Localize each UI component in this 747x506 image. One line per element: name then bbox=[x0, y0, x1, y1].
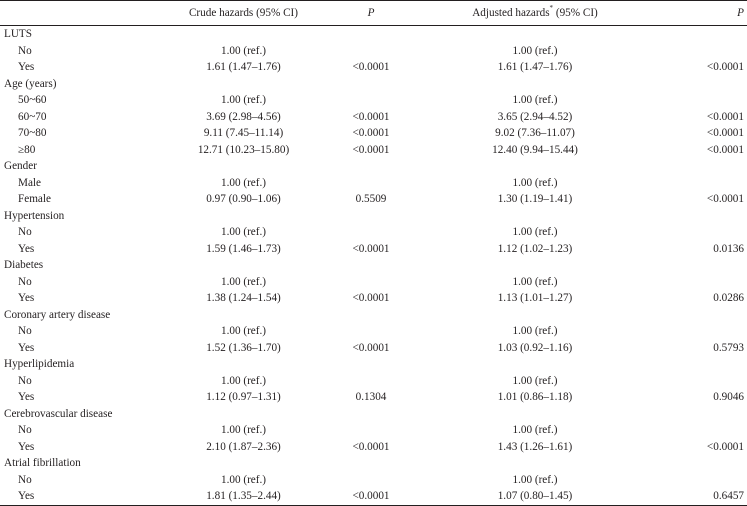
crude-hazard-cell: 12.71 (10.23–15.80) bbox=[197, 143, 290, 156]
empty-cell bbox=[415, 257, 655, 274]
header-p-crude: P bbox=[327, 1, 415, 26]
p-value-adjusted-cell bbox=[655, 224, 747, 241]
group-header-row bbox=[0, 26, 747, 43]
group-title: Cerebrovascular disease bbox=[4, 407, 113, 420]
crude-hazard-cell: 1.61 (1.47–1.76) bbox=[206, 61, 281, 73]
row-label: Yes bbox=[0, 488, 160, 505]
crude-hazard-cell: 3.69 (2.98–4.56) bbox=[206, 110, 281, 123]
crude-hazard-cell: 1.00 (ref.) bbox=[220, 94, 267, 106]
header-adjusted-hazards bbox=[415, 1, 655, 26]
row-label: Male bbox=[18, 176, 41, 189]
adjusted-hazard-cell: 1.00 (ref.) bbox=[512, 374, 558, 387]
p-value-adjusted-cell: <0.0001 bbox=[706, 143, 744, 156]
crude-hazard-cell: 1.00 (ref.) bbox=[220, 374, 267, 387]
adjusted-hazard-cell: 1.03 (0.92–1.16) bbox=[497, 341, 573, 354]
empty-cell bbox=[415, 455, 655, 472]
p-value-adjusted-cell bbox=[655, 92, 747, 109]
empty-cell bbox=[160, 208, 327, 225]
header-variable bbox=[0, 1, 160, 26]
p-value-crude-cell: 0.5509 bbox=[355, 193, 387, 205]
table-row bbox=[0, 191, 747, 208]
empty-cell bbox=[655, 76, 747, 93]
table-row bbox=[0, 92, 747, 109]
adjusted-hazard-cell: 1.00 (ref.) bbox=[512, 94, 558, 106]
p-value-adjusted-cell bbox=[655, 373, 747, 390]
empty-cell bbox=[655, 208, 747, 225]
crude-hazard-cell: 1.00 (ref.) bbox=[220, 226, 267, 238]
p-value-crude-cell bbox=[327, 472, 415, 489]
table-row bbox=[0, 323, 747, 340]
p-value-crude-cell: 0.1304 bbox=[355, 391, 387, 403]
table-row bbox=[0, 142, 747, 159]
empty-cell bbox=[655, 307, 747, 324]
row-label: Female bbox=[18, 193, 51, 205]
row-label: Yes bbox=[18, 242, 35, 255]
crude-hazard-cell: 1.59 (1.46–1.73) bbox=[206, 242, 281, 255]
group-header-row bbox=[0, 406, 747, 423]
crude-hazard-cell: 1.81 (1.35–2.44) bbox=[160, 488, 327, 505]
crude-hazard-cell: 1.00 (ref.) bbox=[220, 424, 267, 436]
empty-cell bbox=[415, 26, 655, 43]
empty-cell bbox=[415, 406, 655, 423]
p-value-adjusted-cell: 0.9046 bbox=[713, 391, 744, 403]
p-value-adjusted-cell bbox=[655, 323, 747, 340]
p-value-crude-cell bbox=[327, 373, 415, 390]
p-value-adjusted-cell: 0.5793 bbox=[713, 341, 744, 354]
group-header-row bbox=[0, 158, 747, 175]
empty-cell bbox=[655, 257, 747, 274]
table-row bbox=[0, 389, 747, 406]
adjusted-hazard-cell: 1.00 (ref.) bbox=[512, 176, 558, 189]
table-row bbox=[0, 175, 747, 192]
group-title: LUTS bbox=[4, 28, 32, 40]
adjusted-hazard-cell: 1.30 (1.19–1.41) bbox=[497, 193, 573, 205]
empty-cell bbox=[327, 356, 415, 373]
row-label: No bbox=[18, 325, 32, 337]
p-value-crude-cell bbox=[327, 422, 415, 439]
empty-cell bbox=[160, 26, 327, 43]
empty-cell bbox=[415, 307, 655, 324]
empty-cell bbox=[327, 257, 415, 274]
p-value-crude-cell: <0.0001 bbox=[352, 127, 390, 139]
crude-hazard-cell: 1.38 (1.24–1.54) bbox=[206, 292, 281, 304]
crude-hazard-cell: 9.11 (7.45–11.14) bbox=[203, 127, 284, 139]
p-value-adjusted-cell bbox=[655, 43, 747, 60]
empty-cell bbox=[655, 356, 747, 373]
empty-cell bbox=[327, 455, 415, 472]
group-header-row bbox=[0, 257, 747, 274]
crude-hazard-cell: 1.00 (ref.) bbox=[220, 325, 267, 337]
table-row bbox=[0, 43, 747, 60]
table-row bbox=[0, 274, 747, 291]
empty-cell bbox=[160, 158, 327, 175]
header-crude-hazards: Crude hazards (95% CI) bbox=[160, 1, 327, 26]
row-label: No bbox=[18, 275, 32, 288]
table-row bbox=[0, 241, 747, 258]
p-value-crude-cell: <0.0001 bbox=[352, 143, 390, 156]
adjusted-hazard-cell: 1.00 (ref.) bbox=[512, 275, 558, 288]
adjusted-hazard-cell: 1.00 (ref.) bbox=[512, 44, 558, 57]
empty-cell bbox=[160, 307, 327, 324]
group-title: Age (years) bbox=[4, 77, 57, 90]
adjusted-hazard-cell: 1.07 (0.80–1.45) bbox=[415, 488, 655, 505]
table-row bbox=[0, 422, 747, 439]
p-value-crude-cell: <0.0001 bbox=[352, 242, 390, 255]
p-value-adjusted-cell bbox=[655, 422, 747, 439]
row-label: 60~70 bbox=[18, 110, 47, 123]
p-value-crude-cell: <0.0001 bbox=[352, 292, 390, 304]
p-value-adjusted-cell: 0.6457 bbox=[655, 488, 747, 505]
adjusted-hazard-cell: 1.01 (0.86–1.18) bbox=[497, 391, 573, 403]
p-value-adjusted-cell: 0.0286 bbox=[713, 292, 744, 304]
adjusted-hazard-cell: 1.00 (ref.) bbox=[512, 473, 558, 486]
table-row bbox=[0, 472, 747, 489]
adjusted-hazard-cell: 1.61 (1.47–1.76) bbox=[497, 61, 573, 73]
group-header-row bbox=[0, 208, 747, 225]
group-title: Hyperlipidemia bbox=[4, 358, 75, 370]
adjusted-hazard-cell: 3.65 (2.94–4.52) bbox=[497, 110, 573, 123]
adjusted-hazard-cell: 1.12 (1.02–1.23) bbox=[497, 242, 573, 255]
table-row bbox=[0, 59, 747, 76]
row-label: No bbox=[18, 44, 32, 57]
empty-cell bbox=[327, 208, 415, 225]
p-value-crude-cell: <0.0001 bbox=[352, 341, 390, 354]
p-value-adjusted-cell: <0.0001 bbox=[706, 193, 744, 205]
row-label: 70~80 bbox=[18, 127, 47, 139]
row-label: Yes bbox=[18, 292, 35, 304]
group-title: Atrial fibrillation bbox=[4, 457, 81, 469]
crude-hazard-cell: 1.00 (ref.) bbox=[220, 176, 267, 189]
p-value-crude-cell: <0.0001 bbox=[352, 61, 390, 73]
table-row bbox=[0, 373, 747, 390]
p-value-crude-cell bbox=[327, 175, 415, 192]
empty-cell bbox=[327, 26, 415, 43]
empty-cell bbox=[655, 455, 747, 472]
adjusted-hazard-cell: 9.02 (7.36–11.07) bbox=[495, 127, 575, 139]
group-title: Hypertension bbox=[4, 209, 65, 222]
table-row bbox=[0, 109, 747, 126]
table-row bbox=[0, 488, 747, 505]
crude-hazard-cell: 0.97 (0.90–1.06) bbox=[206, 193, 281, 205]
crude-hazard-cell: 1.12 (0.97–1.31) bbox=[206, 391, 281, 403]
p-value-adjusted-cell: <0.0001 bbox=[706, 127, 744, 139]
group-title: Diabetes bbox=[4, 259, 44, 271]
empty-cell bbox=[655, 26, 747, 43]
table-row bbox=[0, 340, 747, 357]
empty-cell bbox=[160, 406, 327, 423]
p-value-crude-cell bbox=[327, 274, 415, 291]
header-adjusted-ci: (95% CI) bbox=[555, 7, 598, 19]
empty-cell bbox=[415, 76, 655, 93]
table-body bbox=[0, 26, 747, 506]
empty-cell bbox=[415, 356, 655, 373]
table-row bbox=[0, 439, 747, 456]
empty-cell bbox=[655, 158, 747, 175]
row-label: No bbox=[18, 473, 32, 486]
empty-cell bbox=[160, 356, 327, 373]
crude-hazard-cell: 1.00 (ref.) bbox=[220, 44, 267, 57]
p-value-crude-cell bbox=[327, 323, 415, 340]
row-label: No bbox=[18, 424, 32, 436]
group-header-row bbox=[0, 455, 747, 472]
empty-cell bbox=[160, 455, 327, 472]
p-value-crude-cell: <0.0001 bbox=[327, 488, 415, 505]
empty-cell bbox=[327, 158, 415, 175]
adjusted-hazard-cell: 1.13 (1.01–1.27) bbox=[497, 292, 573, 304]
row-label: ≥80 bbox=[18, 143, 36, 156]
header-adjusted-label: Adjusted hazards bbox=[472, 7, 550, 19]
footnote-marker: * bbox=[549, 4, 554, 13]
table-header bbox=[0, 1, 747, 26]
group-header-row bbox=[0, 76, 747, 93]
adjusted-hazard-cell: 12.40 (9.94–15.44) bbox=[492, 143, 578, 156]
p-value-crude-cell bbox=[327, 224, 415, 241]
row-label: No bbox=[18, 374, 32, 387]
p-value-adjusted-cell bbox=[655, 274, 747, 291]
p-value-adjusted-cell: <0.0001 bbox=[706, 440, 744, 453]
group-header-row bbox=[0, 307, 747, 324]
row-label: Yes bbox=[18, 61, 35, 73]
p-value-crude-cell bbox=[327, 43, 415, 60]
row-label: Yes bbox=[18, 341, 35, 354]
p-value-adjusted-cell bbox=[655, 175, 747, 192]
group-title: Gender bbox=[4, 160, 37, 172]
p-value-adjusted-cell: <0.0001 bbox=[706, 110, 744, 123]
crude-hazard-cell: 1.00 (ref.) bbox=[220, 275, 267, 288]
p-value-adjusted-cell bbox=[655, 472, 747, 489]
empty-cell bbox=[160, 257, 327, 274]
group-title: Coronary artery disease bbox=[4, 308, 111, 321]
empty-cell bbox=[327, 76, 415, 93]
adjusted-hazard-cell: 1.00 (ref.) bbox=[512, 226, 558, 238]
header-p-adjusted: P bbox=[655, 1, 747, 26]
p-value-crude-cell: <0.0001 bbox=[352, 110, 390, 123]
table-row bbox=[0, 224, 747, 241]
crude-hazard-cell: 2.10 (1.87–2.36) bbox=[206, 440, 281, 453]
empty-cell bbox=[327, 307, 415, 324]
p-value-adjusted-cell: <0.0001 bbox=[706, 61, 744, 73]
row-label: Yes bbox=[18, 440, 35, 453]
table-row bbox=[0, 125, 747, 142]
crude-hazard-cell: 1.52 (1.36–1.70) bbox=[206, 341, 281, 354]
empty-cell bbox=[160, 76, 327, 93]
table-row bbox=[0, 290, 747, 307]
empty-cell bbox=[655, 406, 747, 423]
empty-cell bbox=[415, 158, 655, 175]
p-value-crude-cell: <0.0001 bbox=[352, 440, 390, 453]
adjusted-hazard-cell: 1.43 (1.26–1.61) bbox=[497, 440, 573, 453]
p-value-crude-cell bbox=[327, 92, 415, 109]
adjusted-hazard-cell: 1.00 (ref.) bbox=[512, 325, 558, 337]
p-value-adjusted-cell: 0.0136 bbox=[713, 242, 744, 255]
row-label: Yes bbox=[18, 391, 35, 403]
empty-cell bbox=[327, 406, 415, 423]
group-header-row bbox=[0, 356, 747, 373]
adjusted-hazard-cell: 1.00 (ref.) bbox=[512, 424, 558, 436]
crude-hazard-cell: 1.00 (ref.) bbox=[220, 473, 267, 486]
empty-cell bbox=[415, 208, 655, 225]
row-label: No bbox=[18, 226, 32, 238]
row-label: 50~60 bbox=[18, 94, 47, 106]
